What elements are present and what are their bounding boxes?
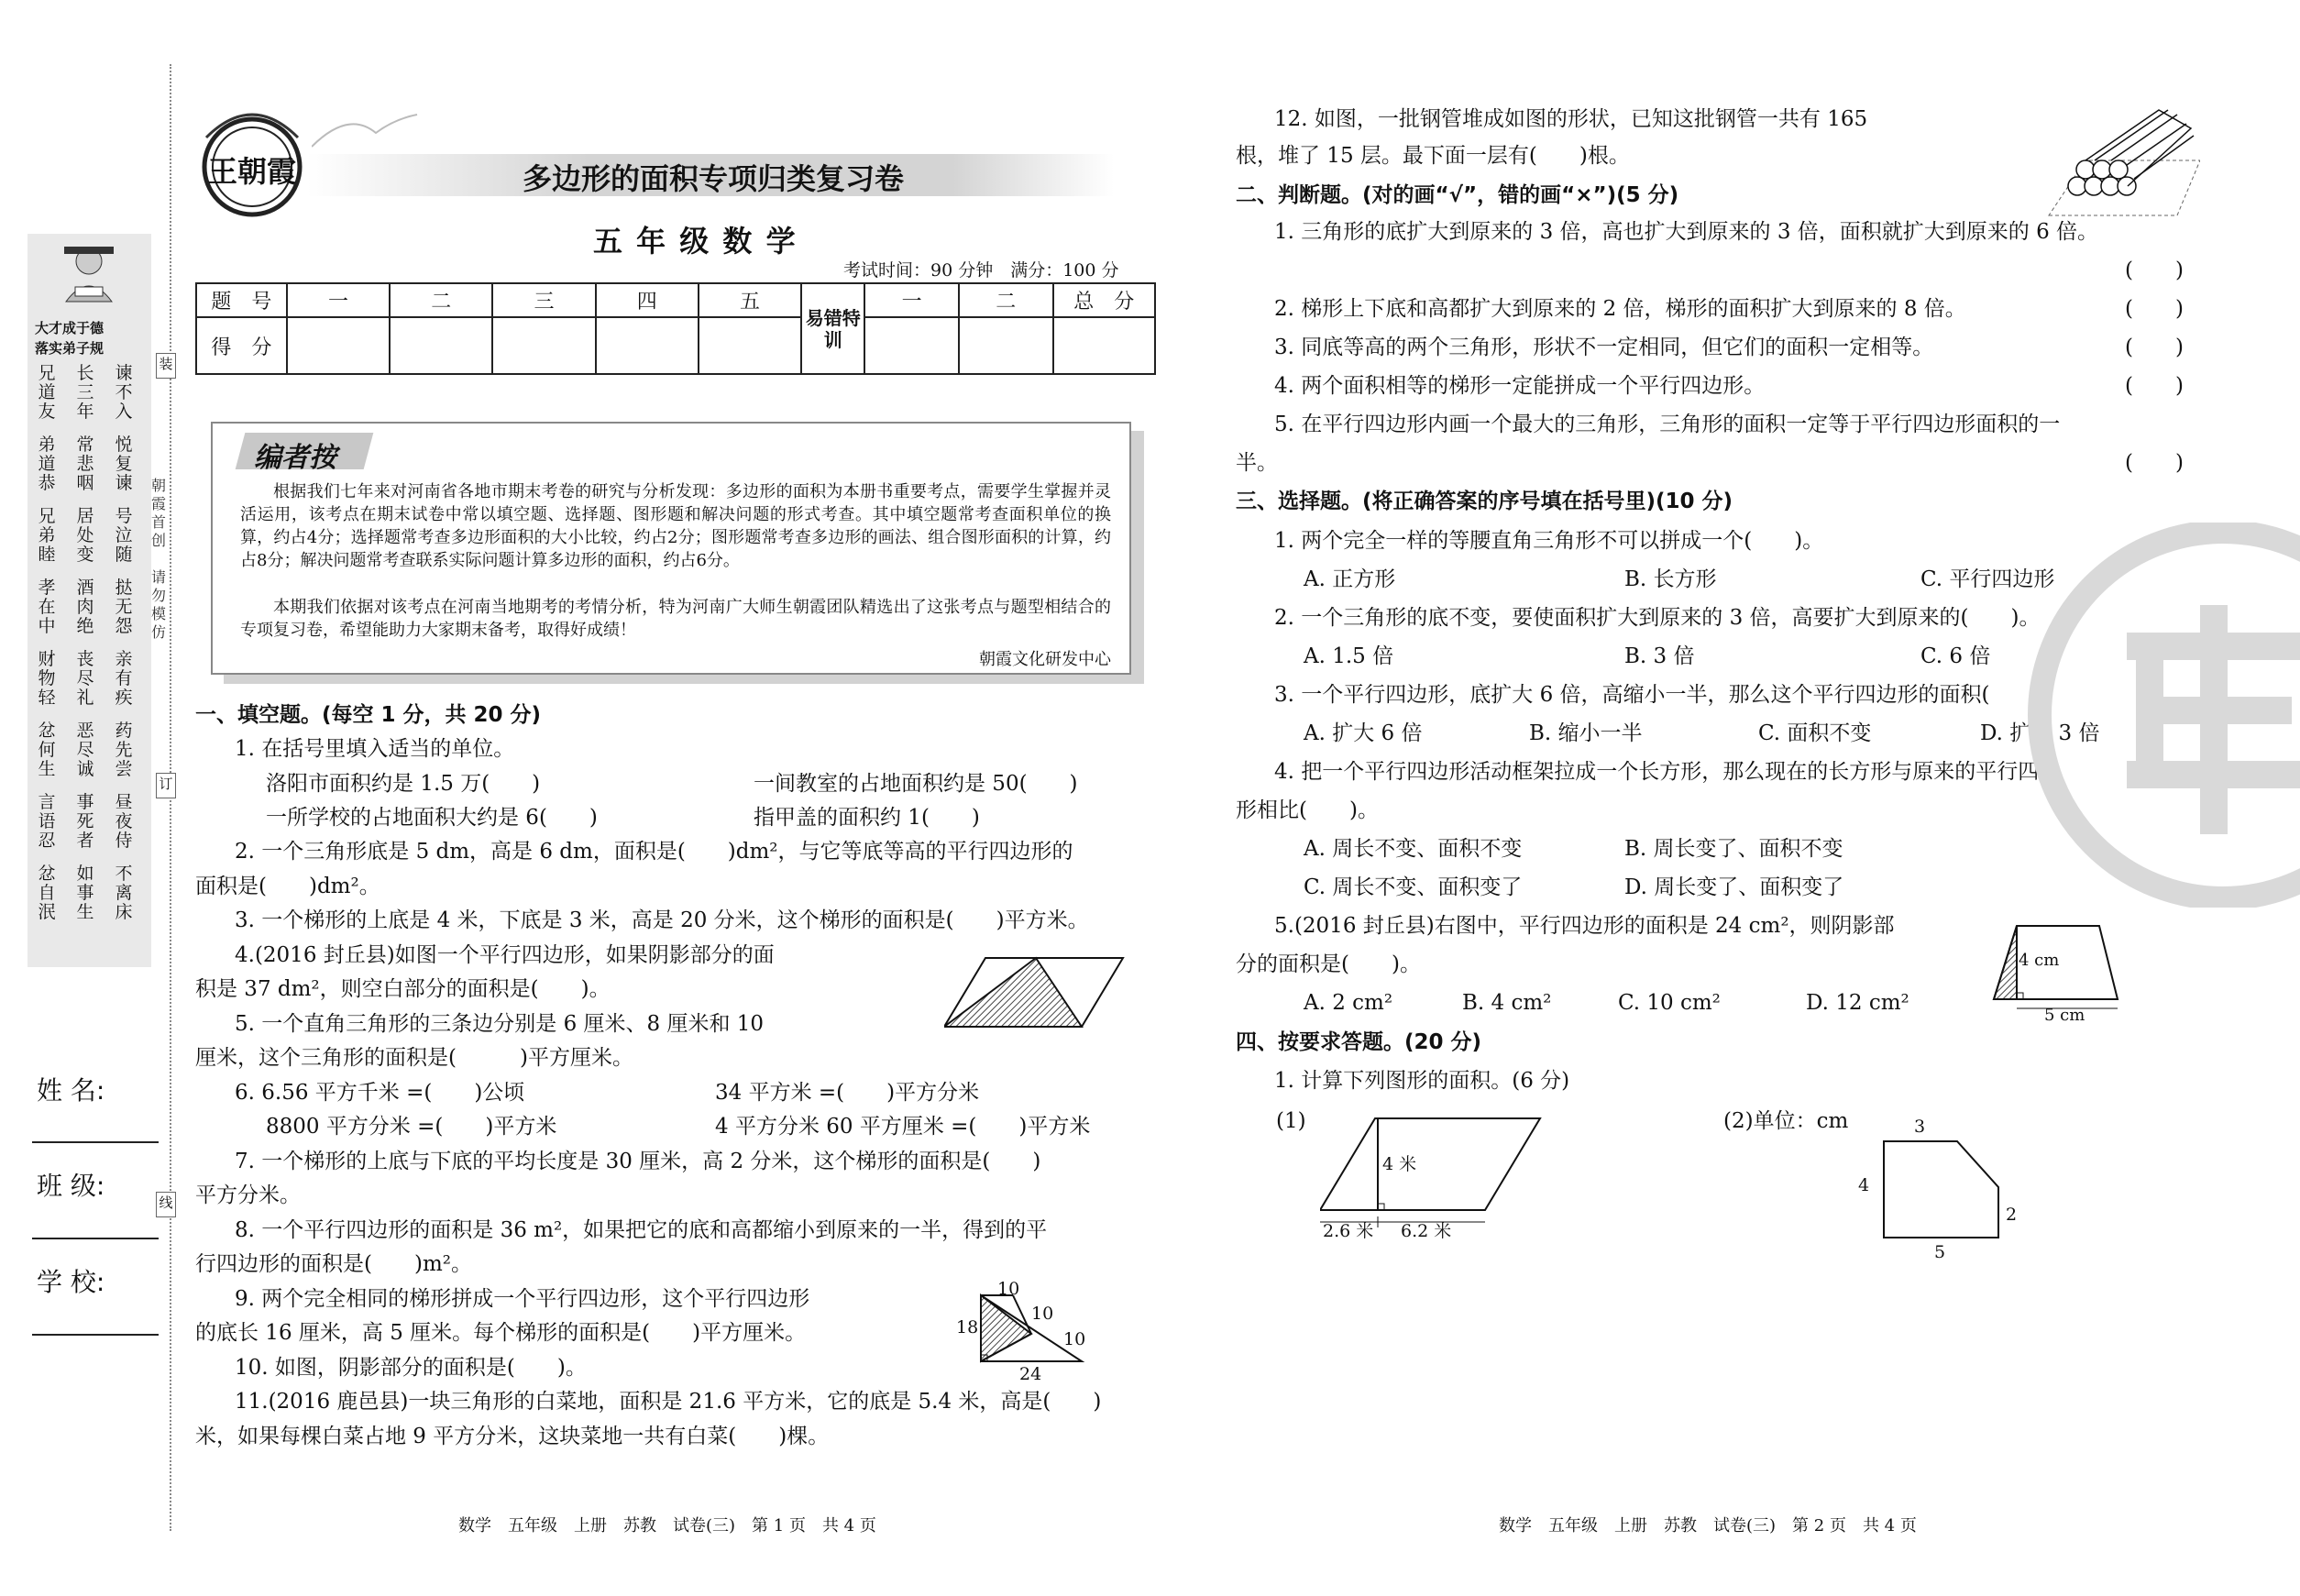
score-header-cell: 五 (699, 283, 801, 317)
score-header-cell: 一 (287, 283, 390, 317)
score-value-cell[interactable] (390, 317, 492, 374)
question-text: B. 长方形 (1624, 567, 1717, 591)
question-text: (2)单位：cm (1723, 1109, 1849, 1133)
question-text: 根，堆了 15 层。最下面一层有( )根。 (1236, 144, 1630, 168)
question-text: 面积是( )dm²。 (195, 875, 380, 898)
editor-paragraph-2: 本期我们依据对该考点在河南当地期考的考情分析，特为河南广大师生朝霞团队精选出了这张考点与题型相结合的专项复习卷，希望能助力大家期末备考，取得好成绩！ (240, 598, 1111, 640)
question-text: A. 2 cm² (1304, 991, 1393, 1015)
motto-top-1: 大才成于德 (35, 320, 105, 336)
score-header-cell: 二 (390, 283, 492, 317)
editor-signature: 朝霞文化研发中心 (979, 650, 1111, 669)
question-text: 4. 把一个平行四边形活动框架拉成一个长方形，那么现在的长方形与原来的平行四边 (1274, 760, 2061, 784)
motto-column: 长 三 年 (76, 363, 94, 422)
motto-column: 如 事 生 (76, 864, 94, 922)
question-text: ( ) (2125, 336, 2184, 359)
motto-column: 孝 在 中 (38, 578, 56, 636)
motto-column: 忿 自 泯 (38, 864, 56, 922)
editor-title: 编者按 (254, 442, 336, 474)
question-text: D. 周长变了、面积变了 (1624, 875, 1844, 899)
question-text: 8. 一个平行四边形的面积是 36 m²，如果把它的底和高都缩小到原来的一半，得到的平 (235, 1218, 1048, 1242)
exam-info: 考试时间：90 分钟 满分：100 分 (843, 260, 1119, 281)
motto-column: 谏 不 入 (115, 363, 133, 422)
question-text: ( ) (2125, 451, 2184, 475)
motto-column: 兄 道 友 (38, 363, 56, 422)
question-text: 5.(2016 封丘县)右图中，平行四边形的面积是 24 cm²，则阴影部 (1274, 914, 1895, 938)
motto-column: 弟 道 恭 (38, 435, 56, 493)
motto-column: 亲 有 疾 (115, 649, 133, 708)
score-value-row (196, 317, 1155, 374)
question-text: C. 周长不变、面积变了 (1304, 875, 1523, 899)
question-text: D. 12 cm² (1806, 991, 1909, 1015)
question-text: 34 平方米 =( )平方分米 (715, 1081, 980, 1105)
question-text: 米，如果每棵白菜占地 9 平方分米，这块菜地一共有白菜( )棵。 (195, 1425, 830, 1448)
question-text: 2. 一个三角形的底不变，要使面积扩大到原来的 3 倍，高要扩大到原来的( )。 (1274, 606, 2041, 630)
area1-right-label: 6.2 米 (1401, 1221, 1452, 1241)
question-text: 5. 在平行四边形内画一个最大的三角形，三角形的面积一定等于平行四边形面积的一 (1274, 413, 2061, 436)
ch5-height-label: 4 cm (2019, 951, 2060, 970)
question-text: 一间教室的占地面积约是 50( ) (754, 772, 1078, 796)
question-text: 2. 梯形上下底和高都扩大到原来的 2 倍，梯形的面积扩大到原来的 8 倍。 (1274, 297, 1966, 321)
moral-motto-strip (28, 234, 151, 967)
subtitle: 五 年 级 数 学 (593, 224, 798, 259)
side-vertical-1: 朝霞首创 (150, 477, 166, 549)
question-text: 半。 (1236, 451, 1278, 475)
question-text: C. 面积不变 (1758, 721, 1872, 745)
q12-pipe-stack-figure (2030, 105, 2200, 225)
class-label: 班 级: (37, 1171, 105, 1201)
score-header-cell: 三 (492, 283, 595, 317)
score-header-cell: 二 (959, 283, 1053, 317)
school-label: 学 校: (37, 1267, 105, 1297)
motto-column: 丧 尽 礼 (76, 649, 94, 708)
question-text: 11.(2016 鹿邑县)一块三角形的白菜地，面积是 21.6 平方米，它的底是 5.4 米，高是( ) (235, 1390, 1102, 1414)
editor-note-box (211, 422, 1131, 675)
q10-label-mid: 10 (1031, 1304, 1054, 1324)
q10-label-top: 10 (997, 1279, 1020, 1299)
question-text: 积是 37 dm²，则空白部分的面积是( )。 (195, 977, 611, 1001)
motto-column: 药 先 尝 (115, 721, 133, 779)
ribbon-decoration (312, 110, 422, 156)
question-text: C. 平行四边形 (1920, 567, 2055, 591)
side-note-3: 线 (156, 1192, 176, 1217)
question-text: 的底长 16 厘米，高 5 厘米。每个梯形的面积是( )平方厘米。 (195, 1321, 807, 1345)
motto-column: 酒 肉 绝 (76, 578, 94, 636)
question-text: 3. 同底等高的两个三角形，形状不一定相同，但它们的面积一定相等。 (1274, 336, 1934, 359)
name-input-line[interactable] (32, 1141, 159, 1143)
area1-left-label: 2.6 米 (1323, 1221, 1374, 1241)
logo-text: 王朝霞 (208, 154, 297, 189)
question-text: 4. 两个面积相等的梯形一定能拼成一个平行四边形。 (1274, 374, 1766, 398)
question-text: 1. 两个完全一样的等腰直角三角形不可以拼成一个( )。 (1274, 529, 1824, 553)
question-text: A. 正方形 (1304, 567, 1396, 591)
question-text: B. 周长变了、面积不变 (1624, 837, 1843, 861)
class-input-line[interactable] (32, 1238, 159, 1239)
motto-column: 不 离 床 (115, 864, 133, 922)
area2-bottom-label: 5 (1934, 1242, 1946, 1262)
score-value-cell[interactable] (864, 317, 959, 374)
question-text: 8800 平方分米 =( )平方米 (266, 1115, 557, 1139)
score-header-cell: 总 分 (1053, 283, 1155, 317)
score-row-label: 得 分 (196, 317, 287, 374)
motto-column: 言 语 忍 (38, 792, 56, 851)
question-text: 平方分米。 (195, 1183, 301, 1207)
brand-logo (188, 101, 316, 220)
motto-column: 恶 尽 诚 (76, 721, 94, 779)
score-header-row (196, 283, 1155, 317)
score-value-cell[interactable] (596, 317, 699, 374)
score-header-cell: 题 号 (196, 283, 287, 317)
question-text: B. 3 倍 (1624, 644, 1695, 668)
score-header-cell: 四 (596, 283, 699, 317)
question-text: (1) (1276, 1109, 1306, 1133)
section-heading: 三、选择题。(将正确答案的序号填在括号里)(10 分) (1236, 490, 1733, 513)
q10-label-bottom: 24 (1019, 1364, 1042, 1384)
motto-column: 悦 复 谏 (115, 435, 133, 493)
footer-right: 数学 五年级 上册 苏教 试卷(三) 第 2 页 共 4 页 (1499, 1516, 1917, 1535)
question-text: 4 平方分米 60 平方厘米 =( )平方米 (715, 1115, 1091, 1139)
motto-column: 昼 夜 侍 (115, 792, 133, 851)
motto-column: 号 泣 随 (115, 506, 133, 565)
question-text: 行四边形的面积是( )m²。 (195, 1252, 472, 1276)
section-heading: 一、填空题。(每空 1 分，共 20 分) (195, 703, 542, 727)
question-text: 1. 在括号里填入适当的单位。 (235, 737, 515, 761)
area2-left-label: 4 (1858, 1175, 1870, 1195)
question-text: 分的面积是( )。 (1236, 952, 1421, 976)
score-header-cell: 一 (864, 283, 959, 317)
motto-column: 常 悲 咽 (76, 435, 94, 493)
question-text: 1. 计算下列图形的面积。(6 分) (1274, 1069, 1570, 1093)
motto-column: 居 处 变 (76, 506, 94, 565)
question-text: ( ) (2125, 374, 2184, 398)
score-value-cell[interactable] (699, 317, 801, 374)
score-value-cell[interactable] (1053, 317, 1155, 374)
question-text: 3. 一个平行四边形，底扩大 6 倍，高缩小一半，那么这个平行四边形的面积( )。 (1274, 683, 2062, 707)
question-text: C. 6 倍 (1920, 644, 1991, 668)
question-text: 厘米，这个三角形的面积是( )平方厘米。 (195, 1046, 633, 1070)
question-text: 9. 两个完全相同的梯形拼成一个平行四边形，这个平行四边形 (235, 1287, 810, 1311)
question-text: 12. 如图，一批钢管堆成如图的形状，已知这批钢管一共有 165 (1274, 107, 1868, 131)
main-title: 多边形的面积专项归类复习卷 (523, 161, 905, 196)
side-vertical-2: 请勿模仿 (150, 568, 166, 641)
motto-column: 财 物 轻 (38, 649, 56, 708)
question-text: ( ) (2125, 259, 2184, 282)
motto-grid (33, 364, 148, 951)
question-text: 1. 三角形的底扩大到原来的 3 倍，高也扩大到原来的 3 倍，面积就扩大到原来的 6 倍。 (1274, 220, 2099, 244)
score-value-cell[interactable] (959, 317, 1053, 374)
question-text: 4.(2016 封丘县)如图一个平行四边形，如果阴影部分的面 (235, 943, 775, 967)
scholar-illustration (55, 243, 124, 303)
q10-label-left: 18 (956, 1317, 979, 1337)
area2-pentagon-figure (1879, 1137, 2017, 1247)
school-input-line[interactable] (32, 1334, 159, 1336)
motto-column: 事 死 者 (76, 792, 94, 851)
section-heading: 四、按要求答题。(20 分) (1236, 1030, 1482, 1054)
area2-top-label: 3 (1914, 1117, 1926, 1137)
motto-column: 忿 何 生 (38, 721, 56, 779)
question-text: 2. 一个三角形底是 5 dm，高是 6 dm，面积是( )dm²，与它等底等高的平行四边形的 (235, 840, 1073, 864)
area1-parallelogram-figure (1320, 1114, 1549, 1233)
score-table (195, 282, 1156, 375)
question-text: 一所学校的占地面积大约是 6( ) (266, 806, 598, 830)
question-text: 10. 如图，阴影部分的面积是( )。 (235, 1356, 587, 1380)
question-text: B. 4 cm² (1462, 991, 1552, 1015)
question-text: A. 扩大 6 倍 (1304, 721, 1423, 745)
score-value-cell[interactable] (287, 317, 390, 374)
question-text: B. 缩小一半 (1529, 721, 1643, 745)
motto-column: 兄 弟 睦 (38, 506, 56, 565)
question-text: C. 10 cm² (1618, 991, 1721, 1015)
side-note-2: 订 (156, 773, 176, 798)
side-note-1: 装 (156, 353, 176, 379)
area2-right-label: 2 (2006, 1205, 2018, 1225)
question-text: A. 1.5 倍 (1304, 644, 1394, 668)
motto-top-2: 落实弟子规 (35, 340, 105, 357)
name-label: 姓 名: (37, 1075, 105, 1106)
motto-column: 挞 无 怨 (115, 578, 133, 636)
question-text: 5. 一个直角三角形的三条边分别是 6 厘米、8 厘米和 10 (235, 1012, 765, 1036)
question-text: 形相比( )。 (1236, 798, 1379, 822)
question-text: D. 扩大 3 倍 (1980, 721, 2100, 745)
question-text: 洛阳市面积约是 1.5 万( ) (266, 772, 541, 796)
question-text: 3. 一个梯形的上底是 4 米，下底是 3 米，高是 20 分米，这个梯形的面积是( )平方米。 (235, 908, 1089, 932)
footer-left: 数学 五年级 上册 苏教 试卷(三) 第 1 页 共 4 页 (458, 1516, 876, 1535)
section-heading: 二、判断题。(对的画“√”，错的画“×”)(5 分) (1236, 183, 1679, 207)
question-text: 6. 6.56 平方千米 =( )公顷 (235, 1081, 525, 1105)
score-header-cell: 易错特训 (801, 283, 864, 374)
question-text: ( ) (2125, 297, 2184, 321)
question-text: 7. 一个梯形的上底与下底的平均长度是 30 厘米，高 2 分米，这个梯形的面积是( ) (235, 1150, 1041, 1173)
q10-label-right: 10 (1063, 1329, 1086, 1349)
watermark-seal (2026, 523, 2300, 908)
question-text: 指甲盖的面积约 1( ) (754, 806, 980, 830)
area1-height-label: 4 米 (1382, 1154, 1417, 1174)
q4-parallelogram-figure (944, 953, 1128, 1031)
score-value-cell[interactable] (492, 317, 595, 374)
question-text: A. 周长不变、面积不变 (1304, 837, 1523, 861)
editor-paragraph-1: 根据我们七年来对河南省各地市期末考卷的研究与分析发现：多边形的面积为本册书重要考点，需要学生掌握并灵活运用，该考点在期末试卷中常以填空题、选择题、图形题和解决问题的形式考查。其中填空题常考查面积单位的换算，约占4分；选择题常考查多边形面积的大小比较，约占2分；图形题常考查多边形的画法、组合图形面积的计算，约占8分；解决问题常考查联系实际问题计算多边形的面积，约占6分。 (240, 482, 1111, 570)
ch5-base-label: 5 cm (2044, 1006, 2085, 1025)
